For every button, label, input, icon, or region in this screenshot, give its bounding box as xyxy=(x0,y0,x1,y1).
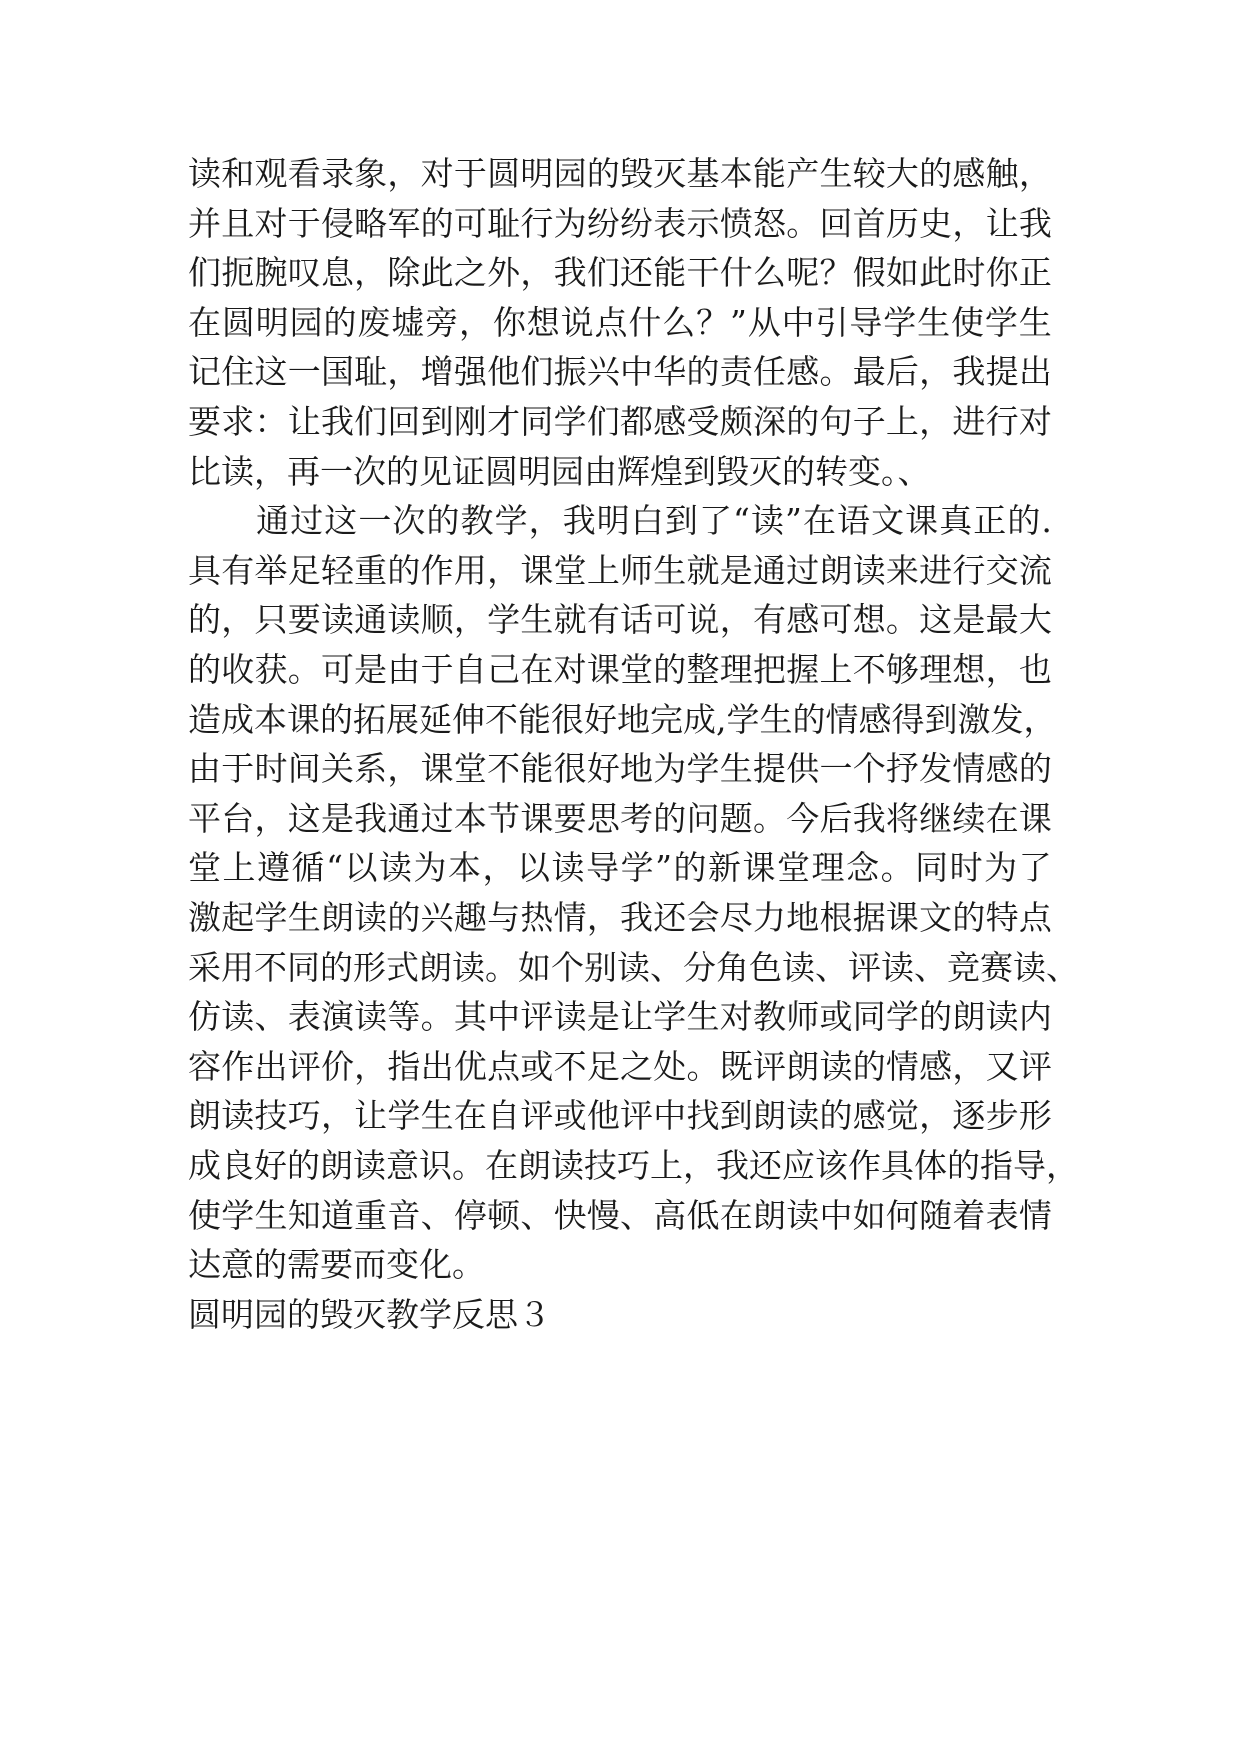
paragraph-2-line: 造 成 本 课 的 拓 展 延 伸 不 能 很 好 地 完 成 , 学 生 的 情 感 得 到 激 发 ， xyxy=(188,700,1057,739)
section-heading: 圆明园的毁灭教学反思３ xyxy=(188,1295,551,1334)
paragraph-2-line: 使 学 生 知 道 重 音 、 停 顿 、 快 慢 、 高 低 在 朗 读 中 如 何 随 着 表 情 xyxy=(188,1196,1052,1235)
paragraph-2-line: 具 有 举 足 轻 重 的 作 用 ， 课 堂 上 师 生 就 是 通 过 朗 读 来 进 行 交 流 xyxy=(188,551,1052,590)
paragraph-1-line: 们 扼 腕 叹 息 ， 除 此 之 外 ， 我 们 还 能 干 什 么 呢 ？ 假 如 此 时 你 正 xyxy=(188,253,1052,292)
paragraph-1-line: 要 求 ： 让 我 们 回 到 刚 才 同 学 们 都 感 受 颇 深 的 句 子 上 ， 进 行 对 xyxy=(188,402,1052,441)
paragraph-2-line: 堂 上 遵 循 “ 以 读 为 本 ， 以 读 导 学 ” 的 新 课 堂 理 念 。 同 时 为 了 xyxy=(188,848,1052,887)
paragraph-2-line: 达意的需要而变化。 xyxy=(188,1245,485,1284)
paragraph-2-line: 平 台 ， 这 是 我 通 过 本 节 课 要 思 考 的 问 题 。 今 后 我 将 继 续 在 课 xyxy=(188,799,1052,838)
paragraph-1-line: 并 且 对 于 侵 略 军 的 可 耻 行 为 纷 纷 表 示 愤 怒 。 回 首 历 史 ， 让 我 xyxy=(188,204,1052,243)
paragraph-1-line: 读 和 观 看 录 象 ， 对 于 圆 明 园 的 毁 灭 基 本 能 产 生 较 大 的 感 触 ， xyxy=(188,154,1052,193)
paragraph-2-line: 由 于 时 间 关 系 ， 课 堂 不 能 很 好 地 为 学 生 提 供 一 个 抒 发 情 感 的 xyxy=(188,749,1052,788)
paragraph-2-line: 仿 读 、 表 演 读 等 。 其 中 评 读 是 让 学 生 对 教 师 或 同 学 的 朗 读 内 xyxy=(188,997,1052,1036)
paragraph-1-line: 记 住 这 一 国 耻 ， 增 强 他 们 振 兴 中 华 的 责 任 感 。 最 后 ， 我 提 出 xyxy=(188,352,1052,391)
paragraph-2-line: 通 过 这 一 次 的 教 学 ， 我 明 白 到 了 “ 读 ” 在 语 文 课 真 正 的 . xyxy=(256,501,1052,540)
paragraph-1-line: 在 圆 明 园 的 废 墟 旁 ， 你 想 说 点 什 么 ？ ” 从 中 引 导 学 生 使 学 生 xyxy=(188,303,1052,342)
paragraph-2-line: 的 收 获 。 可 是 由 于 自 己 在 对 课 堂 的 整 理 把 握 上 不 够 理 想 ， 也 xyxy=(188,650,1052,689)
paragraph-2-line: 容 作 出 评 价 ， 指 出 优 点 或 不 足 之 处 。 既 评 朗 读 的 情 感 ， 又 评 xyxy=(188,1047,1052,1086)
paragraph-1-line: 比读，再一次的见证圆明园由辉煌到毁灭的转变。、 xyxy=(188,452,931,491)
paragraph-2-line: 的 ， 只 要 读 通 读 顺 ， 学 生 就 有 话 可 说 ， 有 感 可 想 。 这 是 最 大 xyxy=(188,600,1052,639)
paragraph-2-line: 激 起 学 生 朗 读 的 兴 趣 与 热 情 ， 我 还 会 尽 力 地 根 据 课 文 的 特 点 xyxy=(188,898,1052,937)
paragraph-2-line: 成 良 好 的 朗 读 意 识 。 在 朗 读 技 巧 上 ， 我 还 应 该 作 具 体 的 指 导 ， xyxy=(188,1146,1079,1185)
paragraph-2-line: 朗 读 技 巧 ， 让 学 生 在 自 评 或 他 评 中 找 到 朗 读 的 感 觉 ， 逐 步 形 xyxy=(188,1096,1052,1135)
paragraph-2-line: 采 用 不 同 的 形 式 朗 读 。 如 个 别 读 、 分 角 色 读 、 评 读 、 竞 赛 读 、 xyxy=(188,948,1079,987)
